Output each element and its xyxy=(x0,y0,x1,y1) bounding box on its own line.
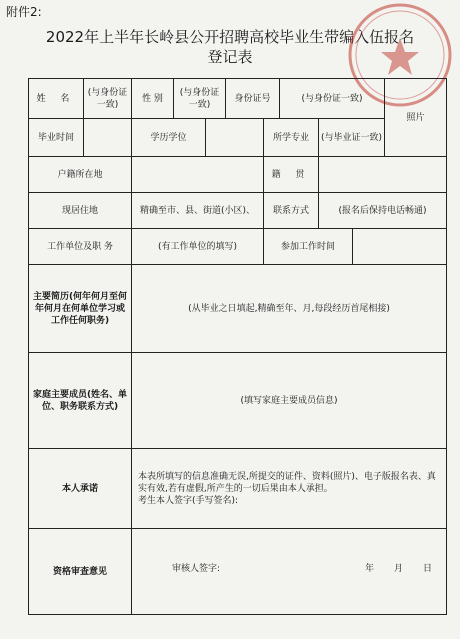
hukou-label: 户籍所在地 xyxy=(29,157,132,193)
address-field[interactable]: 精确至市、县、街道(小区)、 xyxy=(132,193,264,229)
grad-time-label: 毕业时间 xyxy=(29,119,84,157)
review-day: 日 xyxy=(423,563,433,574)
major-field[interactable]: (与毕业证一致) xyxy=(319,119,385,157)
major-label: 所学专业 xyxy=(264,119,319,157)
name-field[interactable]: (与身份证一致) xyxy=(84,79,132,119)
photo-box[interactable]: 照片 xyxy=(385,79,447,157)
gender-label: 性 别 xyxy=(132,79,174,119)
idcard-label: 身份证号 xyxy=(226,79,280,119)
origin-label: 籍 贯 xyxy=(264,157,319,193)
review-year: 年 xyxy=(364,563,374,574)
contact-field[interactable]: (报名后保持电话畅通) xyxy=(319,193,447,229)
gender-field[interactable]: (与身份证一致) xyxy=(174,79,226,119)
review-label: 资格审查意见 xyxy=(29,529,132,615)
origin-field[interactable] xyxy=(319,157,447,193)
form-title-line2: 登记表 xyxy=(207,48,253,66)
review-field[interactable] xyxy=(132,529,447,615)
hukou-field[interactable] xyxy=(132,157,264,193)
work-unit-label: 工作单位及职 务 xyxy=(29,229,132,265)
pledge-sign-label: 考生本人签字(手写签名): xyxy=(138,495,239,506)
address-label: 现居住地 xyxy=(29,193,132,229)
review-date xyxy=(365,563,432,575)
form-title-line1: 2022年上半年长岭县公开招聘高校毕业生带编入伍报名 xyxy=(45,28,415,46)
annex-label: 附件2: xyxy=(6,5,42,19)
idcard-field[interactable]: (与身份证一致) xyxy=(280,79,385,119)
degree-field[interactable] xyxy=(206,119,264,157)
pledge-field[interactable] xyxy=(132,449,447,529)
name-label: 姓 名 xyxy=(29,79,84,119)
review-month: 月 xyxy=(393,563,403,574)
grad-time-field[interactable] xyxy=(84,119,132,157)
work-time-field[interactable] xyxy=(353,229,447,265)
degree-label: 学历学位 xyxy=(132,119,206,157)
resume-label: 主要简历(何年何月至何年何月在何单位学习或工作任何职务) xyxy=(29,265,132,353)
family-field[interactable]: (填写家庭主要成员信息) xyxy=(132,353,447,449)
reviewer-sign-label: 审核人签字: xyxy=(172,563,221,574)
pledge-label: 本人承诺 xyxy=(29,449,132,529)
resume-field[interactable]: (从毕业之日填起,精确至年、月,每段经历首尾相接) xyxy=(132,265,447,353)
family-label: 家庭主要成员(姓名、单位、职务联系方式) xyxy=(29,353,132,449)
registration-form xyxy=(28,78,447,615)
contact-label: 联系方式 xyxy=(264,193,319,229)
work-unit-field[interactable]: (有工作单位的填写) xyxy=(132,229,264,265)
pledge-text: 本表所填写的信息准确无误,所提交的证件、资料(照片)、电子版报名表、真实有效,若有虚假,所产生的一切后果由本人承担。 xyxy=(138,471,436,494)
work-time-label: 参加工作时间 xyxy=(264,229,353,265)
